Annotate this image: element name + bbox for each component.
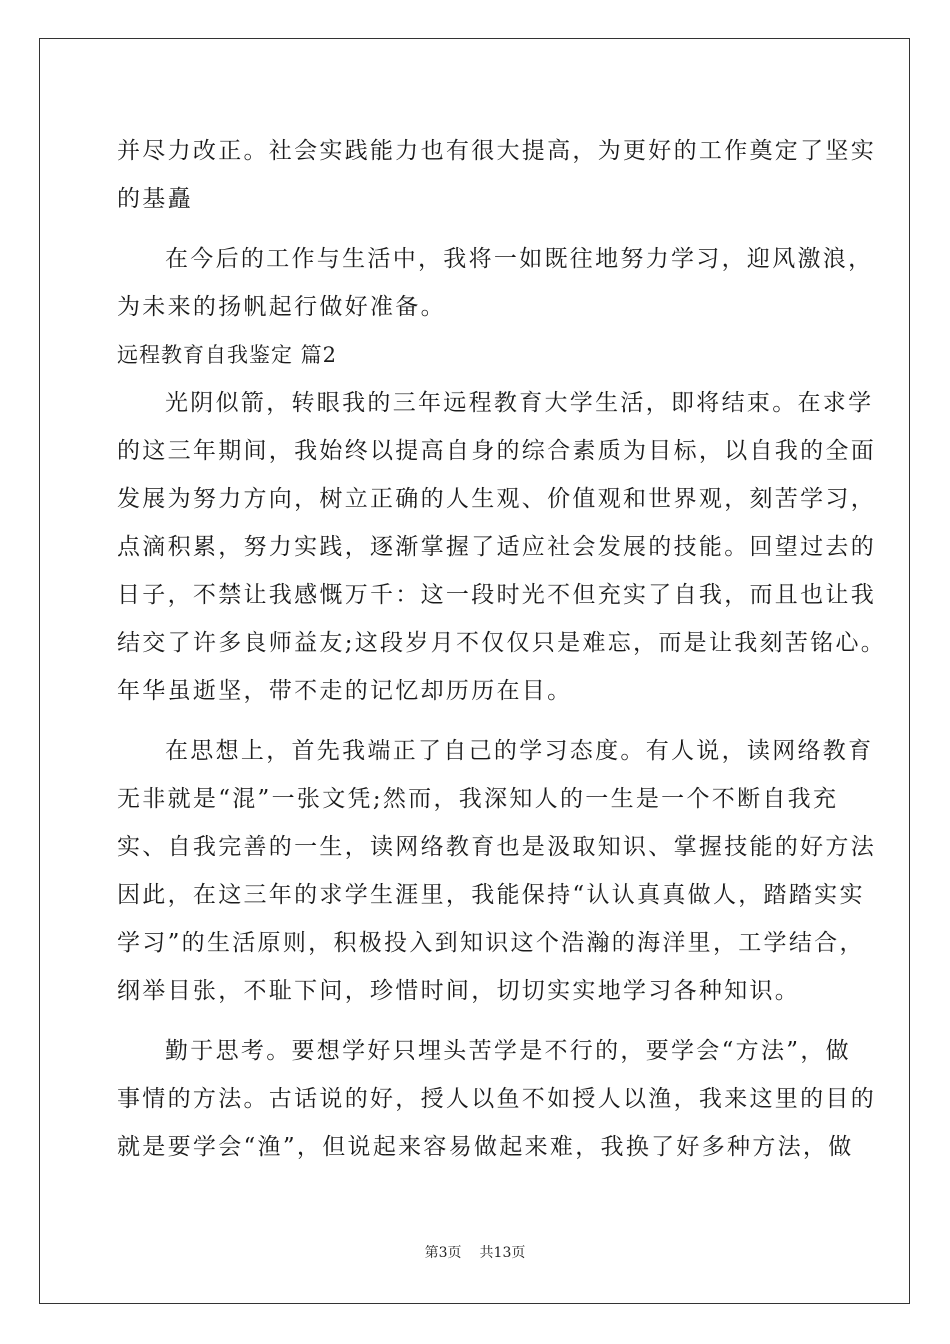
paragraph-line: 勤于思考。要想学好只埋头苦学是不行的，要学会“方法”，做: [165, 1038, 851, 1064]
paragraph-line: 的这三年期间，我始终以提高自身的综合素质为目标，以自我的全面: [117, 438, 876, 464]
paragraph-line: 在今后的工作与生活中，我将一如既往地努力学习，迎风激浪，: [165, 246, 874, 272]
paragraph-line: 事情的方法。古话说的好，授人以鱼不如授人以渔，我来这里的目的: [117, 1086, 876, 1112]
section-heading: 远程教育自我鉴定 篇2: [117, 343, 338, 367]
page-number: 第3页: [424, 1245, 462, 1261]
paragraph-line: 日子，不禁让我感慨万千：这一段时光不但充实了自我，而且也让我: [117, 582, 876, 608]
paragraph-line: 就是要学会“渔”，但说起来容易做起来难，我换了好多种方法，做: [117, 1134, 854, 1160]
paragraph-line: 结交了许多良师益友;这段岁月不仅仅只是难忘，而是让我刻苦铭心。: [117, 630, 887, 656]
document-body: [117, 127, 887, 1171]
paragraph-line: 点滴积累，努力实践，逐渐掌握了适应社会发展的技能。回望过去的: [117, 534, 876, 560]
paragraph-line: 年华虽逝坚，带不走的记忆却历历在目。: [117, 678, 573, 704]
paragraph-line: 光阴似箭，转眼我的三年远程教育大学生活，即将结束。在求学: [165, 390, 874, 416]
paragraph-line: 并尽力改正。社会实践能力也有很大提高，为更好的工作奠定了坚实: [117, 138, 876, 164]
paragraph-line: 发展为努力方向，树立正确的人生观、价值观和世界观，刻苦学习，: [117, 486, 876, 512]
paragraph-line: 学习”的生活原则，积极投入到知识这个浩瀚的海洋里，工学结合，: [117, 930, 865, 956]
page-total: 共13页: [479, 1245, 526, 1261]
paragraph-line: 在思想上，首先我端正了自己的学习态度。有人说，读网络教育: [165, 738, 874, 764]
paragraph-line: 实、自我完善的一生，读网络教育也是汲取知识、掌握技能的好方法: [117, 834, 876, 860]
paragraph-line: 无非就是“混”一张文凭;然而，我深知人的一生是一个不断自我充: [117, 786, 839, 812]
paragraph-line: 为未来的扬帆起行做好准备。: [117, 294, 446, 320]
page-footer: [0, 1243, 950, 1263]
paragraph-line: 的基矗: [117, 186, 193, 212]
paragraph-line: 因此，在这三年的求学生涯里，我能保持“认认真真做人，踏踏实实: [117, 882, 865, 908]
paragraph-line: 纲举目张，不耻下问，珍惜时间，切切实实地学习各种知识。: [117, 978, 801, 1004]
